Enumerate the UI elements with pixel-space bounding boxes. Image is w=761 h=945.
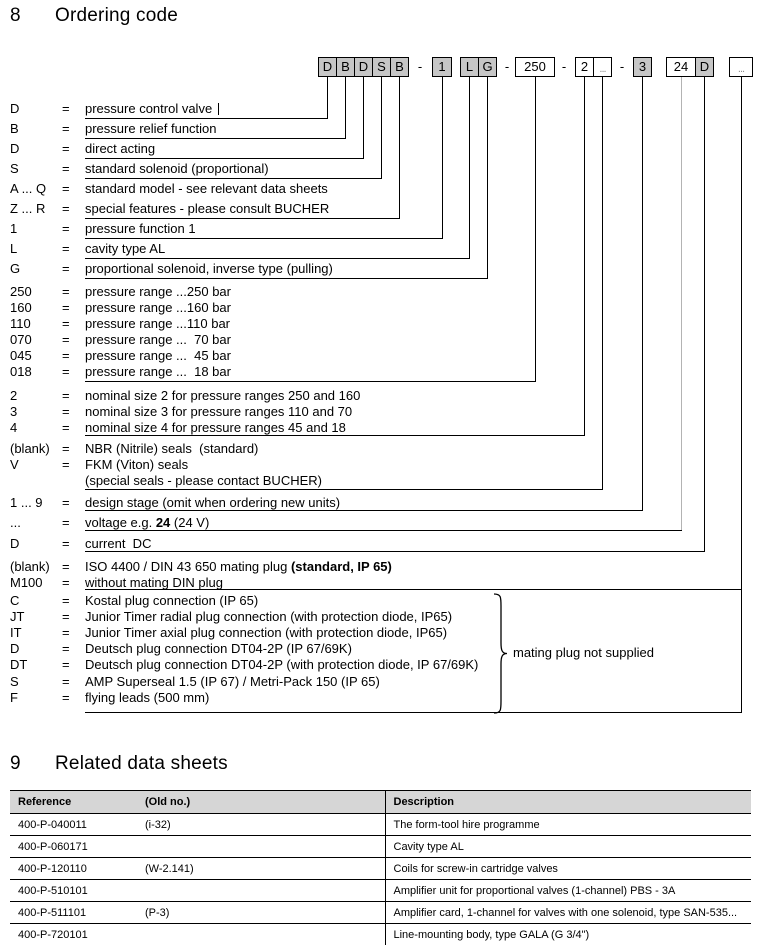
code-item-equals: = [62,300,70,315]
code-item-code [10,474,62,488]
code-item-code: 160 [10,300,32,315]
code-item [10,642,352,656]
table-header-cell: (Old no.) [137,791,385,814]
code-item-code: ... [10,515,21,530]
code-item-code: G [10,261,21,276]
code-item-description: ISO 4400 / DIN 43 650 mating plug (standard, IP 65) [85,559,392,574]
code-item-code: C [10,593,20,608]
code-item-description: special features - please consult BUCHER [85,201,330,216]
code-item-code: 1 ... 9 [10,495,43,510]
code-item [10,421,346,435]
code-item [10,405,352,419]
code-box: 1 [432,57,452,77]
code-item-description: nominal size 2 for pressure ranges 250 and 160 [85,388,361,403]
code-item-description: Junior Timer radial plug connection (with protection diode, IP65) [85,609,453,624]
code-item-code: D [10,101,20,116]
code-item-code: S [10,674,19,689]
connector-underline [85,435,585,436]
code-item-equals: = [62,201,70,216]
code-item-description: NBR (Nitrile) seals (standard) [85,441,259,456]
code-item [10,474,322,488]
connector-vertical-line [381,77,382,179]
connector-vertical-line [363,77,364,159]
code-item-equals: = [62,495,70,510]
code-item-equals: = [62,388,70,403]
code-item-code: DT [10,657,28,672]
code-item-code: M100 [10,575,43,590]
code-item-equals: = [62,641,70,656]
code-item [10,222,196,236]
code-item [10,442,258,456]
code-item [10,594,258,608]
brace-label: mating plug not supplied [513,645,654,660]
code-item-code: S [10,161,19,176]
section9-title: Related data sheets [55,753,228,774]
code-item-description: FKM (Viton) seals [85,457,189,472]
connector-vertical-line [442,77,443,239]
code-item [10,537,151,551]
section8-title: Ordering code [55,5,179,26]
code-item [10,182,328,196]
code-item [10,122,217,136]
old-no-cell [137,836,385,858]
code-item-code: 3 [10,404,18,419]
code-item-code: B [10,121,19,136]
code-item-code: IT [10,625,22,640]
code-item [10,516,209,530]
code-box: G [478,57,497,77]
code-item-description: pressure control valve [85,101,213,116]
reference-cell: 400-P-120110 [10,858,137,880]
code-item [10,626,447,640]
code-item [10,262,333,276]
code-item-equals: = [62,575,70,590]
reference-cell: 400-P-040011 [10,814,137,836]
code-item-description: AMP Superseal 1.5 (IP 67) / Metri-Pack 150 (IP 65) [85,674,380,689]
code-item-description: standard solenoid (proportional) [85,161,269,176]
code-item-equals: = [62,515,70,530]
table-header-row [10,791,751,814]
code-item-description: direct acting [85,141,156,156]
description-cell: Cavity type AL [385,836,751,858]
connector-underline [85,551,705,552]
section9-number: 9 [10,753,21,774]
code-item-equals: = [62,420,70,435]
code-item-code: 1 [10,221,18,236]
code-item-code: 070 [10,332,32,347]
code-item-code: 4 [10,420,18,435]
code-item-code: 045 [10,348,32,363]
code-box: B [336,57,355,77]
code-item-equals: = [62,690,70,705]
code-item [10,496,340,510]
code-item [10,162,269,176]
code-separator-dash: - [504,59,510,74]
code-item-description: proportional solenoid, inverse type (pulling) [85,261,333,276]
code-item-equals: = [62,241,70,256]
description-cell: Amplifier unit for proportional valves (1-channel) PBS - 3A [385,880,751,902]
code-item-equals: = [62,559,70,574]
code-item-description: standard model - see relevant data sheets [85,181,328,196]
connector-vertical-line [704,77,705,552]
connector-vertical-line [327,77,328,119]
reference-cell: 400-P-510101 [10,880,137,902]
reference-cell: 400-P-060171 [10,836,137,858]
table-row [10,902,751,924]
table-row [10,924,751,945]
connector-underline [85,278,488,279]
code-item [10,691,209,705]
connector-vertical-line [469,77,470,259]
connector-vertical-line [487,77,488,279]
code-item-code: D [10,641,20,656]
connector-underline [85,118,328,119]
code-item-equals: = [62,141,70,156]
old-no-cell: (P-3) [137,902,385,924]
code-item-description: Junior Timer axial plug connection (with protection diode, IP65) [85,625,448,640]
cursor-artifact [218,103,219,115]
code-box: ... [729,57,753,77]
code-item-code: D [10,536,20,551]
description-cell: Amplifier card, 1-channel for valves with one solenoid, type SAN-535... [385,902,751,924]
connector-vertical-line [535,77,536,382]
code-item [10,658,478,672]
code-item-code: 110 [10,316,31,331]
connector-vertical-line [741,77,742,713]
code-item-code: A ... Q [10,181,47,196]
code-item-equals: = [62,181,70,196]
code-item [10,365,231,379]
connector-underline [85,510,643,511]
connector-underline [85,381,536,382]
code-item-description: Deutsch plug connection DT04-2P (IP 67/69K) [85,641,352,656]
connector-underline [85,712,742,713]
code-item [10,102,212,116]
code-item-equals: = [62,404,70,419]
code-item-equals: = [62,364,70,379]
connector-underline [85,238,443,239]
code-separator-dash: - [417,59,423,74]
code-box: D [695,57,714,77]
code-item-description: pressure range ... 45 bar [85,348,231,363]
connector-vertical-line [584,77,585,436]
code-item-equals: = [62,161,70,176]
code-item-description: voltage e.g. 24 (24 V) [85,515,210,530]
code-item-description: nominal size 4 for pressure ranges 45 and 18 [85,420,346,435]
code-box: B [390,57,409,77]
code-item-code: (blank) [10,559,50,574]
code-item-equals: = [62,657,70,672]
code-item [10,317,230,331]
code-box: 250 [515,57,555,77]
code-item-description: pressure relief function [85,121,217,136]
code-item-code: 250 [10,284,32,299]
reference-cell: 400-P-511101 [10,902,137,924]
code-box: 3 [633,57,652,77]
code-item [10,560,392,574]
connector-underline [85,218,400,219]
code-item-description: Deutsch plug connection DT04-2P (with protection diode, IP 67/69K) [85,657,479,672]
code-item-description: Kostal plug connection (IP 65) [85,593,259,608]
connector-underline [85,178,382,179]
code-item-description: (special seals - please contact BUCHER) [85,473,322,488]
code-item [10,458,188,472]
code-item-equals: = [62,441,70,456]
connector-vertical-line [681,77,682,531]
brace-icon [492,593,508,714]
code-item-equals: = [62,609,70,624]
code-box: 2 [575,57,594,77]
table-header-cell: Reference [10,791,137,814]
code-item [10,285,231,299]
code-item-equals: = [62,316,70,331]
connector-underline [85,530,682,531]
connector-underline [85,138,346,139]
code-item-code: JT [10,609,25,624]
description-cell: The form-tool hire programme [385,814,751,836]
code-item-equals: = [62,457,70,472]
code-item [10,301,231,315]
code-separator-dash: - [619,59,625,74]
code-item [10,389,360,403]
table-row [10,858,751,880]
code-item [10,142,155,156]
code-item-description: flying leads (500 mm) [85,690,210,705]
code-box: 24 [666,57,696,77]
code-box: L [460,57,479,77]
code-item-code: (blank) [10,441,50,456]
code-item-equals: = [62,536,70,551]
connector-underline [85,258,470,259]
code-item-equals: = [62,284,70,299]
code-item-equals: = [62,221,70,236]
code-item [10,242,165,256]
reference-cell: 400-P-720101 [10,924,137,945]
description-cell: Coils for screw-in cartridge valves [385,858,751,880]
old-no-cell [137,924,385,945]
code-item-equals: = [62,101,70,116]
code-box: S [372,57,391,77]
code-item-code: V [10,457,19,472]
code-item [10,610,452,624]
code-item-equals: = [62,348,70,363]
code-item-equals: = [62,261,70,276]
plug-group-brace [492,593,508,714]
code-item [10,576,223,590]
code-item-description: design stage (omit when ordering new units) [85,495,341,510]
code-item-description: pressure range ... 18 bar [85,364,231,379]
code-item-code: 018 [10,364,32,379]
code-item-code: 2 [10,388,18,403]
code-item-code: F [10,690,18,705]
code-item-equals: = [62,674,70,689]
section8-number: 8 [10,5,21,26]
connector-vertical-line [642,77,643,511]
code-item [10,333,231,347]
description-cell: Line-mounting body, type GALA (G 3/4") [385,924,751,945]
connector-vertical-line [399,77,400,219]
table-row [10,880,751,902]
code-item-equals: = [62,593,70,608]
table-row [10,836,751,858]
code-item-description: nominal size 3 for pressure ranges 110 and 70 [85,404,353,419]
table-header-cell: Description [385,791,751,814]
code-item [10,349,231,363]
code-box: D [318,57,337,77]
connector-underline [85,158,364,159]
code-item-code: D [10,141,20,156]
code-item-description: pressure function 1 [85,221,196,236]
table-row [10,814,751,836]
code-item-code: Z ... R [10,201,46,216]
code-item-description: current DC [85,536,152,551]
code-item-equals [62,474,85,488]
old-no-cell [137,880,385,902]
code-box: ... [593,57,612,77]
code-separator-dash: - [561,59,567,74]
code-box: D [354,57,373,77]
code-item-description: pressure range ...250 bar [85,284,231,299]
code-item-description: pressure range ...110 bar [85,316,231,331]
old-no-cell: (W-2.141) [137,858,385,880]
code-item-equals: = [62,121,70,136]
related-data-sheets-table [10,790,751,945]
old-no-cell: (i-32) [137,814,385,836]
code-item-equals: = [62,625,70,640]
connector-underline [85,489,603,490]
code-item-description: pressure range ...160 bar [85,300,231,315]
code-item [10,202,329,216]
code-item [10,675,380,689]
code-item-description: without mating DIN plug [85,575,224,590]
connector-vertical-line [602,77,603,490]
code-item-equals: = [62,332,70,347]
connector-vertical-line [345,77,346,139]
code-item-description: pressure range ... 70 bar [85,332,231,347]
code-item-code: L [10,241,18,256]
code-item-description: cavity type AL [85,241,166,256]
